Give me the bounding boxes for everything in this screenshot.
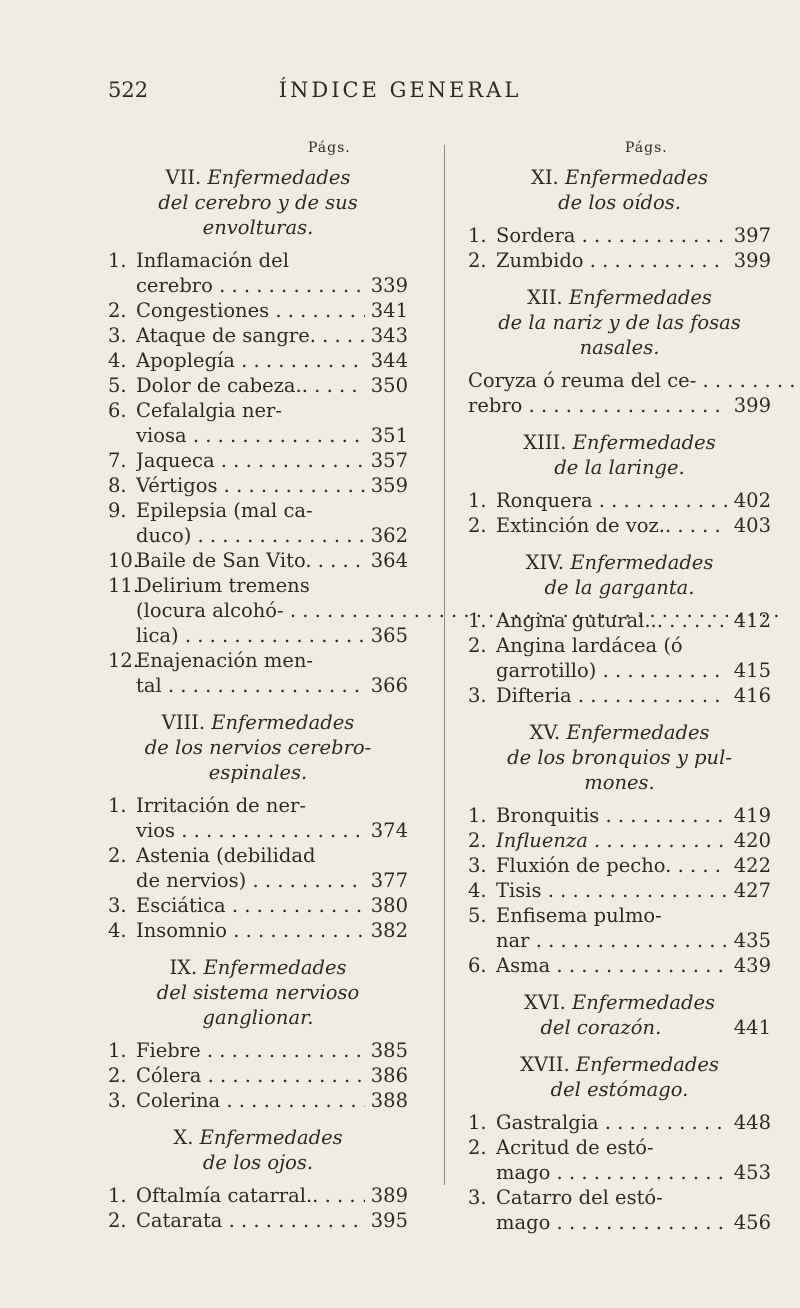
- list-item: 1. Irritación de ner-: [108, 794, 306, 817]
- list-item: 1. Bronquitis . . . 419: [468, 803, 771, 828]
- section-heading: XII. Enfermedades de la nariz y de las fosas nasales.: [498, 286, 741, 359]
- list-item: 6. Asma . . . 439: [468, 953, 771, 978]
- list-item: 4. Insomnio . . . 382: [108, 918, 408, 943]
- list-item: Coryza ó reuma del ce- . . .: [468, 368, 771, 393]
- list-item: 5. Enfisema pulmo-: [468, 904, 662, 927]
- section-heading: VIII. Enfermedades de los nervios cerebro- espinales.: [144, 711, 372, 784]
- list-item-cont: de nervios) . . . 377: [108, 868, 408, 893]
- section-heading: XIII. Enfermedades de la laringe.: [523, 431, 716, 479]
- list-item-cont: duco) . . . 362: [108, 523, 408, 548]
- section-heading: XVI. Enfermedades: [523, 991, 716, 1014]
- list-item: 3. Catarro del estó-: [468, 1186, 663, 1209]
- section-heading: XIV. Enfermedades de la garganta.: [525, 551, 714, 599]
- list-item-cont: lica) . . . 365: [108, 623, 408, 648]
- list-item: 1. Oftalmía catarral.. . . . 389: [108, 1183, 408, 1208]
- list-item: 1. Sordera . . . 397: [468, 223, 771, 248]
- section-heading: XVII. Enfermedades del estómago.: [520, 1053, 719, 1101]
- list-item: 11. Delirium tremens: [108, 574, 310, 597]
- right-column: [468, 165, 771, 1235]
- list-item: 2. Congestiones . . . 341: [108, 298, 408, 323]
- list-item: 8. Vértigos . . . 359: [108, 473, 408, 498]
- section-heading: XV. Enfermedades de los bronquios y pul- mones.: [507, 721, 732, 794]
- list-item: 3. Fluxión de pecho. . . . 422: [468, 853, 771, 878]
- list-item: 4. Apoplegía . . . 344: [108, 348, 408, 373]
- left-column: [108, 165, 408, 1233]
- list-item: 3. Difteria . . . 416: [468, 683, 771, 708]
- list-item: 1. Fiebre . . . 385: [108, 1038, 408, 1063]
- list-item-cont: garrotillo) . . . 415: [468, 658, 771, 683]
- list-item: 4. Tisis . . . 427: [468, 878, 771, 903]
- list-item: 2. Acritud de estó-: [468, 1136, 654, 1159]
- list-item: 2. Angina lardácea (ó: [468, 634, 683, 657]
- list-item: 3. Esciática . . . 380: [108, 893, 408, 918]
- list-item-cont: mago . . . 456: [468, 1210, 771, 1235]
- list-item: 3. Colerina . . . 388: [108, 1088, 408, 1113]
- list-item: 12. Enajenación men-: [108, 649, 314, 672]
- list-item-cont: mago . . . 453: [468, 1160, 771, 1185]
- list-item-cont: tal . . . 366: [108, 673, 408, 698]
- list-item-cont: rebro . . . 399: [468, 393, 771, 418]
- list-item: 10. Baile de San Vito. . . . 364: [108, 548, 408, 573]
- list-item: 2. Influenza . . . 420: [468, 828, 771, 853]
- list-item-cont: nar . . . 435: [468, 928, 771, 953]
- list-item: 9. Epilepsia (mal ca-: [108, 499, 313, 522]
- list-item: 2. Astenia (debilidad: [108, 844, 316, 867]
- list-item: 1. Inflamación del: [108, 249, 289, 272]
- column-label-left: Págs.: [308, 140, 351, 156]
- section-heading: VII. Enfermedades del cerebro y de sus envolturas.: [158, 166, 358, 239]
- list-item: 2. Cólera . . . 386: [108, 1063, 408, 1088]
- list-item: 2. Extinción de voz.. . . . 403: [468, 513, 771, 538]
- list-item: 7. Jaqueca . . . 357: [108, 448, 408, 473]
- section-heading-sub: del corazón. 441: [540, 1016, 771, 1039]
- list-item-cont: cerebro . . . 339: [108, 273, 408, 298]
- running-title: ÍNDICE GENERAL: [278, 78, 522, 102]
- page-number: 522: [108, 78, 149, 102]
- list-item: 1. Angina gutural... . . . 412: [468, 608, 771, 633]
- section-heading: IX. Enfermedades del sistema nervioso ganglionar.: [156, 956, 360, 1029]
- column-label-right: Págs.: [625, 140, 668, 156]
- list-item-cont: viosa . . . 351: [108, 423, 408, 448]
- list-item: 1. Gastralgia . . . 448: [468, 1110, 771, 1135]
- column-divider: [444, 145, 445, 1185]
- list-item: 2. Zumbido . . . 399: [468, 248, 771, 273]
- list-item: 5. Dolor de cabeza.. . . . 350: [108, 373, 408, 398]
- list-item: 2. Catarata . . . 395: [108, 1208, 408, 1233]
- section-heading: X. Enfermedades de los ojos.: [173, 1126, 343, 1174]
- section-heading: XI. Enfermedades de los oídos.: [530, 166, 709, 214]
- list-item: 6. Cefalalgia ner-: [108, 399, 282, 422]
- list-item-cont: (locura alcohó- . . .: [108, 598, 408, 623]
- list-item: 3. Ataque de sangre. . . . 343: [108, 323, 408, 348]
- list-item: 1. Ronquera . . . 402: [468, 488, 771, 513]
- list-item-cont: vios . . . 374: [108, 818, 408, 843]
